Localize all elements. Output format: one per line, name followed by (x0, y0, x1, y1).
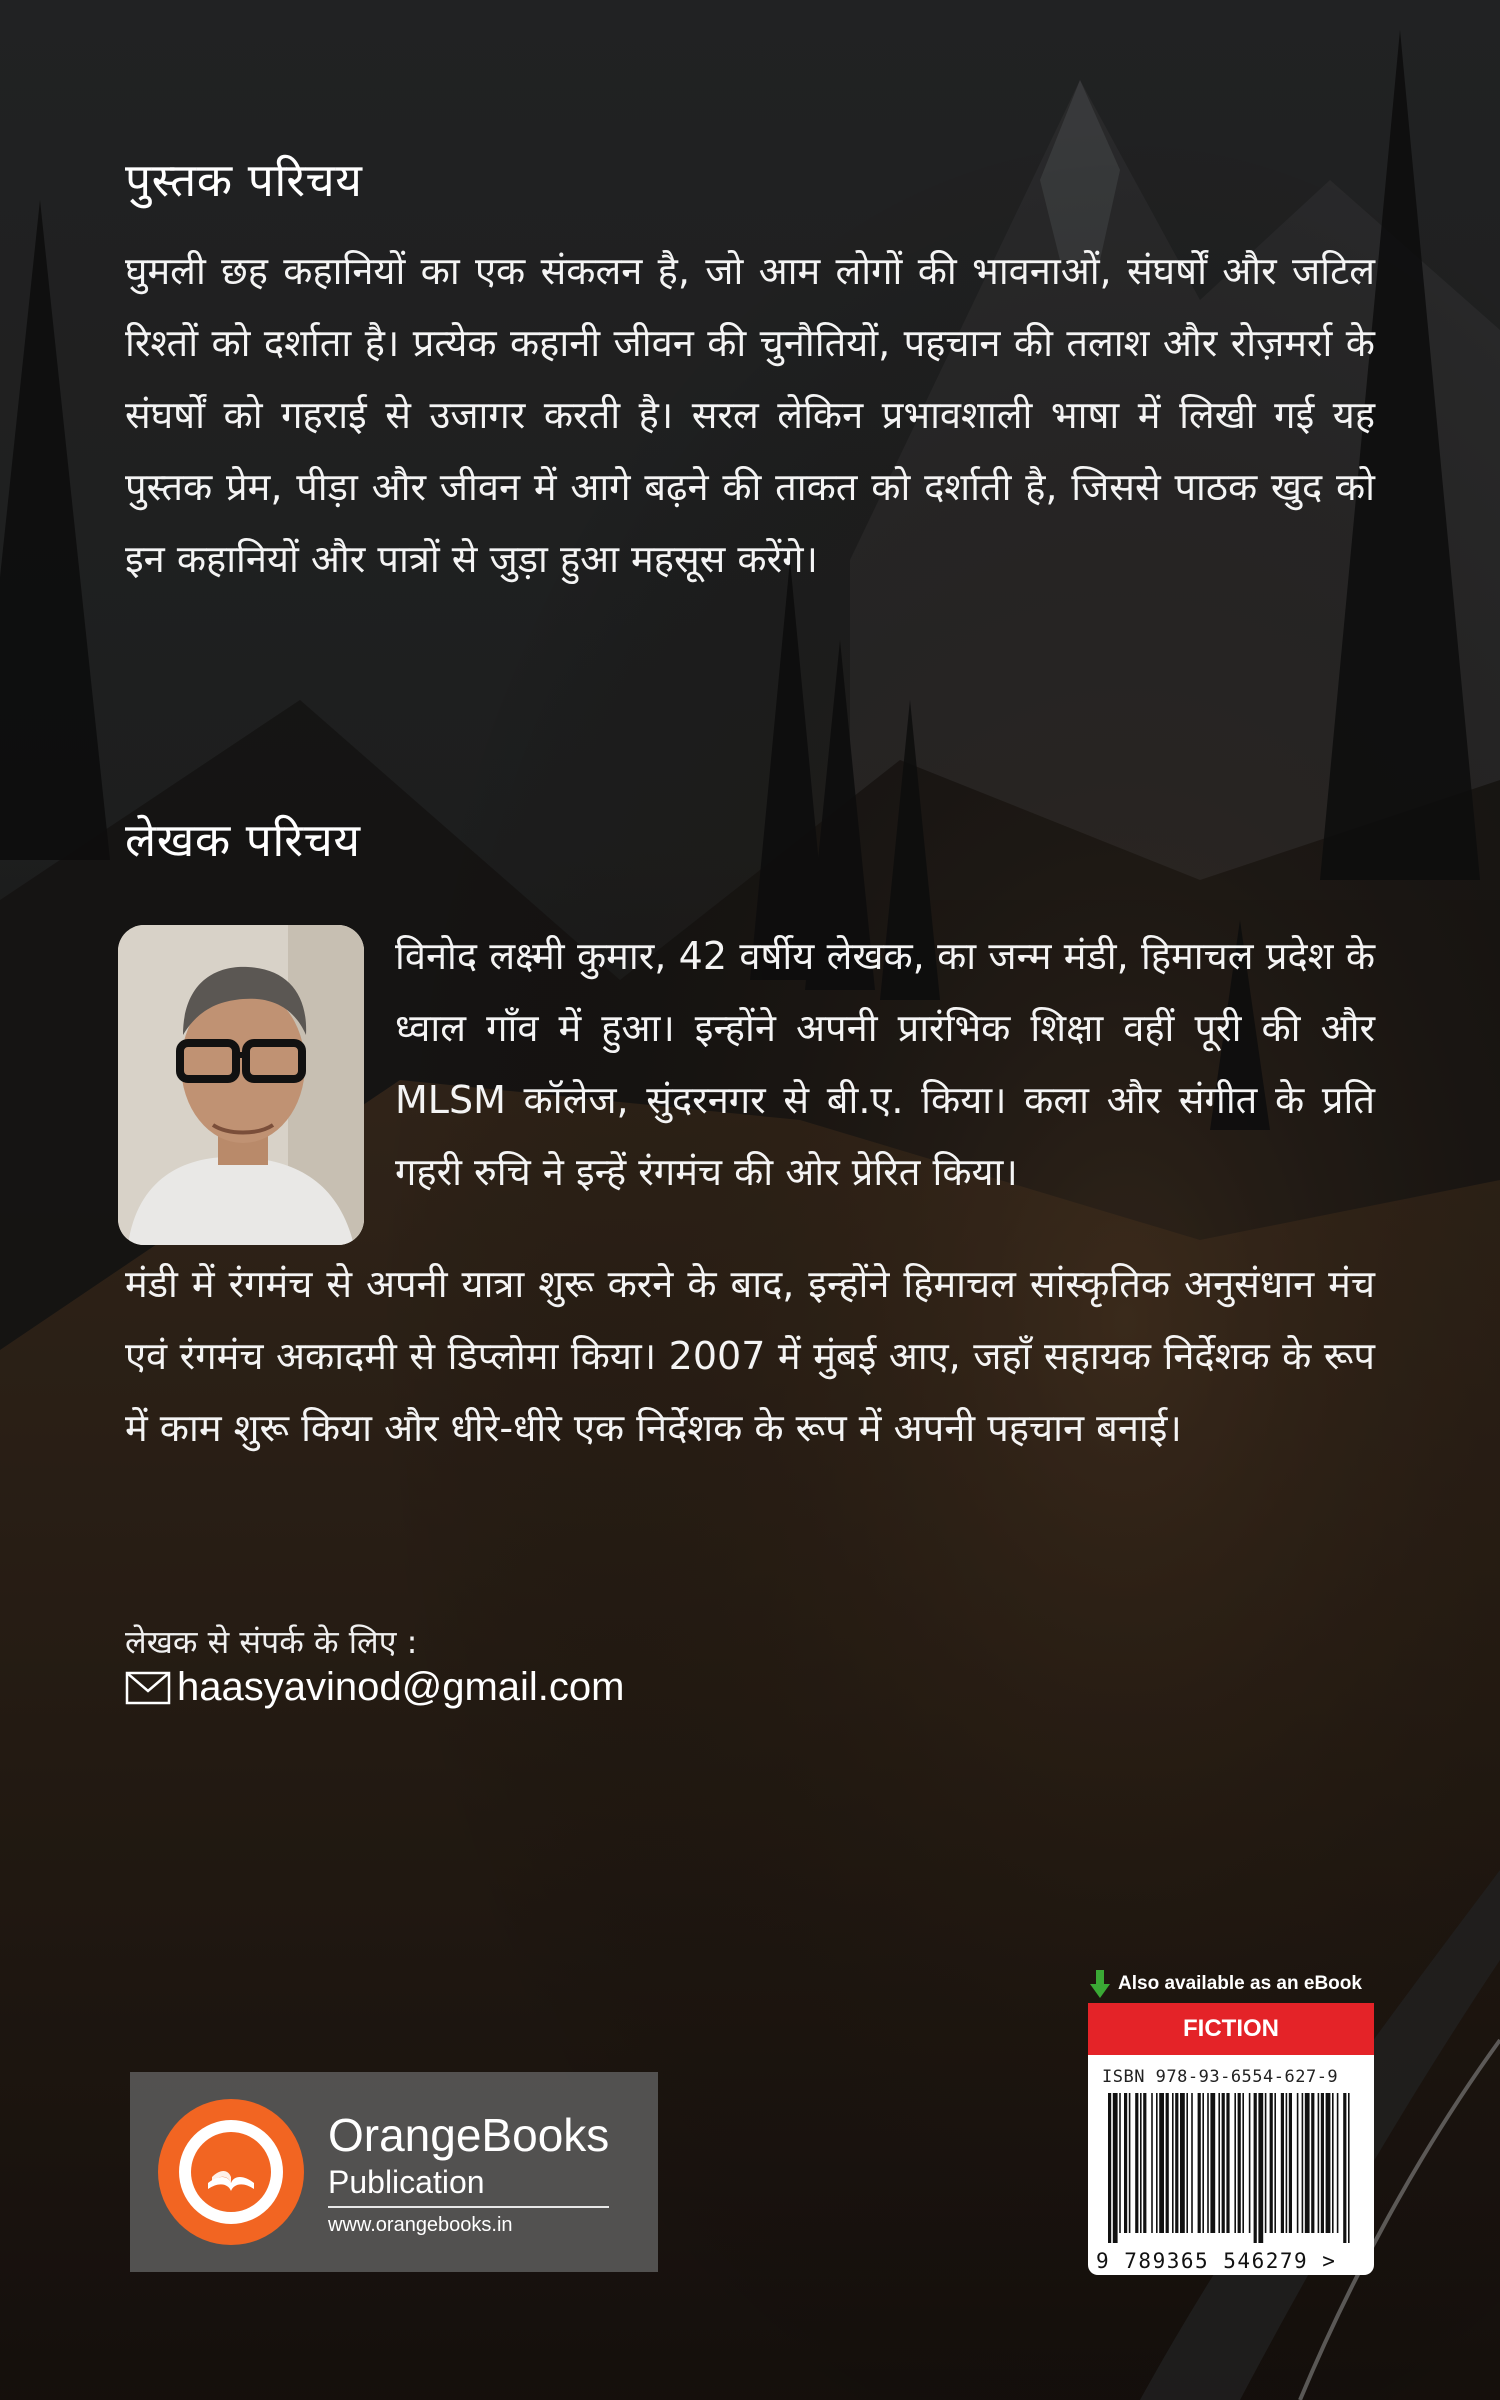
barcode-bar (1151, 2093, 1153, 2233)
barcode-bar (1321, 2093, 1324, 2233)
author-intro-heading: लेखक परिचय (125, 813, 361, 867)
barcode-bar (1337, 2093, 1339, 2233)
envelope-icon (125, 1671, 171, 1705)
barcode-bar (1207, 2093, 1209, 2233)
barcode-bar (1297, 2093, 1299, 2233)
ebook-note (1090, 1970, 1362, 1998)
barcode-bar (1265, 2093, 1267, 2233)
author-photo (118, 925, 364, 1245)
orangebooks-logo-icon (156, 2097, 306, 2247)
barcode-number: 9 789365 546279 > (1096, 2249, 1337, 2273)
barcode-bar (1108, 2093, 1111, 2243)
barcode-bar (1270, 2093, 1273, 2233)
barcode-bar (1274, 2093, 1276, 2233)
publisher-logo-box (130, 2072, 658, 2272)
book-intro-text: घुमली छह कहानियों का एक संकलन है, जो आम लोगों की भावनाओं, संघर्षों और जटिल रिश्तों को दर्शाता है। प्रत्येक कहानी जीवन की चुनौतियों, पहचान की तलाश और रोज़मर्रा के संघर्षों को गहराई से उजागर करती है। सरल लेकिन प्रभावशाली भाषा में लिखी गई यह पुस्तक प्रेम, पीड़ा और जीवन में आगे बढ़ने की ताकत को दर्शाती है, जिससे पाठक खुद को इन कहानियों और पात्रों से जुड़ा हुआ महसूस करेंगे। (125, 249, 1375, 581)
barcode-bar (1348, 2093, 1350, 2243)
barcode-bar (1166, 2093, 1169, 2233)
barcode-bar (1191, 2093, 1193, 2233)
barcode-bar (1305, 2093, 1310, 2233)
barcode-bar (1119, 2093, 1121, 2233)
barcode-bar (1140, 2093, 1142, 2233)
barcode-bar (1289, 2093, 1292, 2233)
barcode-icon (1102, 2093, 1360, 2243)
barcode-bar (1226, 2093, 1229, 2233)
author-portrait-icon (118, 925, 364, 1245)
barcode-bar (1159, 2093, 1164, 2233)
barcode-bar (1249, 2093, 1251, 2233)
publisher-name: OrangeBooks (328, 2108, 610, 2161)
contact-email-row[interactable] (125, 1665, 624, 1710)
barcode-bar (1234, 2093, 1236, 2233)
barcode-bar (1258, 2093, 1263, 2243)
book-intro-heading: पुस्तक परिचय (125, 153, 363, 207)
contact-email[interactable]: haasyavinod@gmail.com (177, 1665, 625, 1709)
barcode-bar (1113, 2093, 1118, 2243)
barcode-bar (1218, 2093, 1220, 2233)
barcode-panel (1088, 2003, 1374, 2275)
publisher-url[interactable]: www.orangebooks.in (328, 2213, 513, 2236)
barcode-bar (1332, 2093, 1334, 2233)
author-bio-part1: विनोद लक्ष्मी कुमार, 42 वर्षीय लेखक, का जन्म मंडी, हिमाचल प्रदेश के ध्वाल गाँव में हुआ। इन्होंने अपनी प्रारंभिक शिक्षा वहीं पूरी की और MLSM कॉलेज, सुंदरनगर से बी.ए. किया। कला और संगीत के प्रति गहरी रुचि ने इन्हें रंगमंच की ओर प्रेरित किया। (395, 934, 1375, 1194)
barcode-bar (1135, 2093, 1138, 2233)
barcode-bar (1124, 2093, 1127, 2233)
author-bio-part2: मंडी में रंगमंच से अपनी यात्रा शुरू करने के बाद, इन्होंने हिमाचल सांस्कृतिक अनुसंधान मंच एवं रंगमंच अकादमी से डिप्लोमा किया। 2007 में मुंबई आए, जहाँ सहायक निर्देशक के रूप में काम शुरू किया और धीरे-धीरे एक निर्देशक के रूप में अपनी पहचान बनाई। (125, 1262, 1375, 1450)
barcode-bar (1254, 2093, 1257, 2243)
barcode-bar (1343, 2093, 1346, 2243)
barcode-bar (1286, 2093, 1288, 2233)
barcode-bar (1186, 2093, 1188, 2233)
barcode-bar (1281, 2093, 1284, 2233)
barcode-bar (1172, 2093, 1174, 2233)
barcode-bar (1175, 2093, 1178, 2233)
contact-label: लेखक से संपर्क के लिए : (125, 1623, 418, 1661)
genre-badge: FICTION (1088, 2003, 1374, 2055)
barcode-bar (1311, 2093, 1314, 2233)
barcode-bar (1180, 2093, 1185, 2233)
barcode-bar (1242, 2093, 1244, 2233)
barcode-bar (1302, 2093, 1304, 2233)
ebook-note-text: Also available as an eBook (1118, 1973, 1362, 1994)
barcode-bar (1222, 2093, 1225, 2233)
barcode-bar (1198, 2093, 1201, 2233)
barcode-bar (1326, 2093, 1331, 2233)
publisher-subtitle: Publication (328, 2162, 609, 2208)
download-arrow-icon (1090, 1970, 1110, 1998)
isbn-label: ISBN 978-93-6554-627-9 (1102, 2067, 1339, 2087)
barcode-bar (1318, 2093, 1320, 2233)
barcode-bar (1156, 2093, 1158, 2233)
barcode-bar (1143, 2093, 1146, 2233)
barcode-bar (1202, 2093, 1204, 2233)
barcode-bar (1238, 2093, 1241, 2233)
barcode-bar (1129, 2093, 1131, 2233)
barcode-bar (1210, 2093, 1215, 2233)
